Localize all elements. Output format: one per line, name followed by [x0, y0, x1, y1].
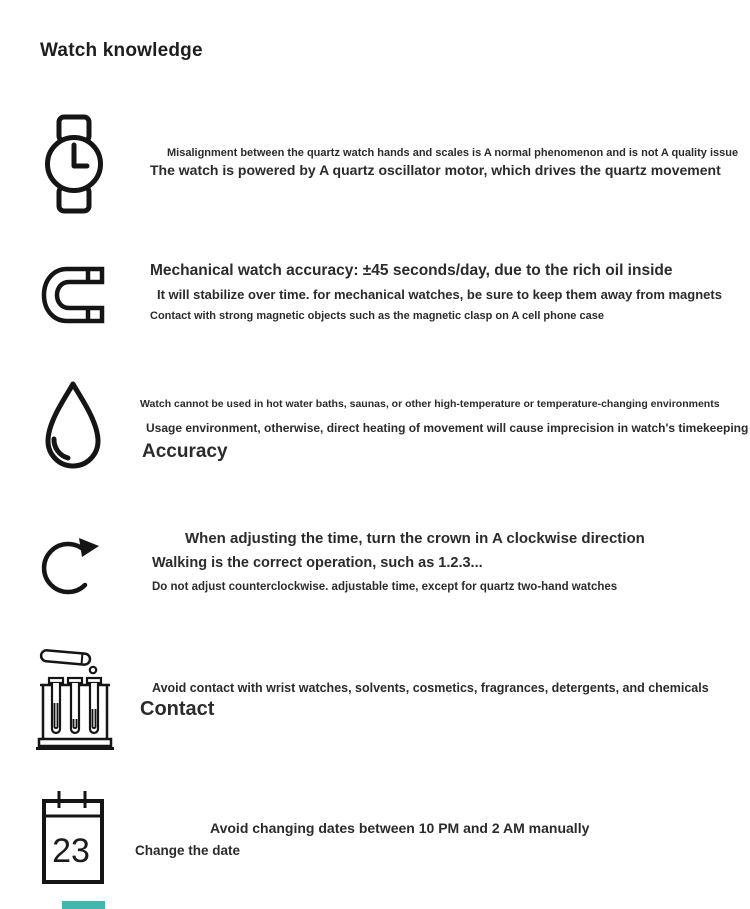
section-line: Watch cannot be used in hot water baths, saunas, or other high-temperature or temperature-changing environments: [140, 398, 720, 410]
section-line: Walking is the correct operation, such as 1.2.3...: [152, 555, 483, 571]
section-line: Change the date: [135, 843, 241, 858]
calendar-day-number: 23: [52, 832, 90, 870]
page-title: Watch knowledge: [40, 40, 203, 61]
section-line: Avoid contact with wrist watches, solvents, cosmetics, fragrances, detergents, and chemicals: [152, 681, 709, 695]
section-line: Accuracy: [142, 441, 228, 462]
section-line: Contact: [140, 698, 215, 720]
water-drop-icon: [40, 379, 106, 481]
section-line: Mechanical watch accuracy: ±45 seconds/day, due to the rich oil inside: [150, 262, 673, 279]
section-line: The watch is powered by A quartz oscillator motor, which drives the quartz movement: [150, 162, 721, 178]
section-line: When adjusting the time, turn the crown in A clockwise direction: [185, 530, 645, 547]
calendar-icon: [40, 788, 106, 886]
section-line: It will stabilize over time. for mechanical watches, be sure to keep them away from magnets: [157, 287, 722, 302]
magnet-icon: [40, 264, 108, 326]
section-line: Misalignment between the quartz watch hands and scales is A normal phenomenon and is not A quality issue: [167, 147, 739, 159]
section-line: Avoid changing dates between 10 PM and 2 AM manually: [210, 820, 590, 836]
accent-bar: [62, 901, 105, 909]
section-line: Usage environment, otherwise, direct heating of movement will cause imprecision in watch's timekeeping: [146, 421, 749, 435]
watch-icon: [42, 114, 106, 214]
section-line: Contact with strong magnetic objects such as the magnetic clasp on A cell phone case: [150, 310, 604, 322]
test-tubes-icon: [36, 645, 114, 751]
section-line: Do not adjust counterclockwise. adjustable time, except for quartz two-hand watches: [152, 581, 618, 593]
clockwise-arrow-icon: [40, 524, 102, 606]
